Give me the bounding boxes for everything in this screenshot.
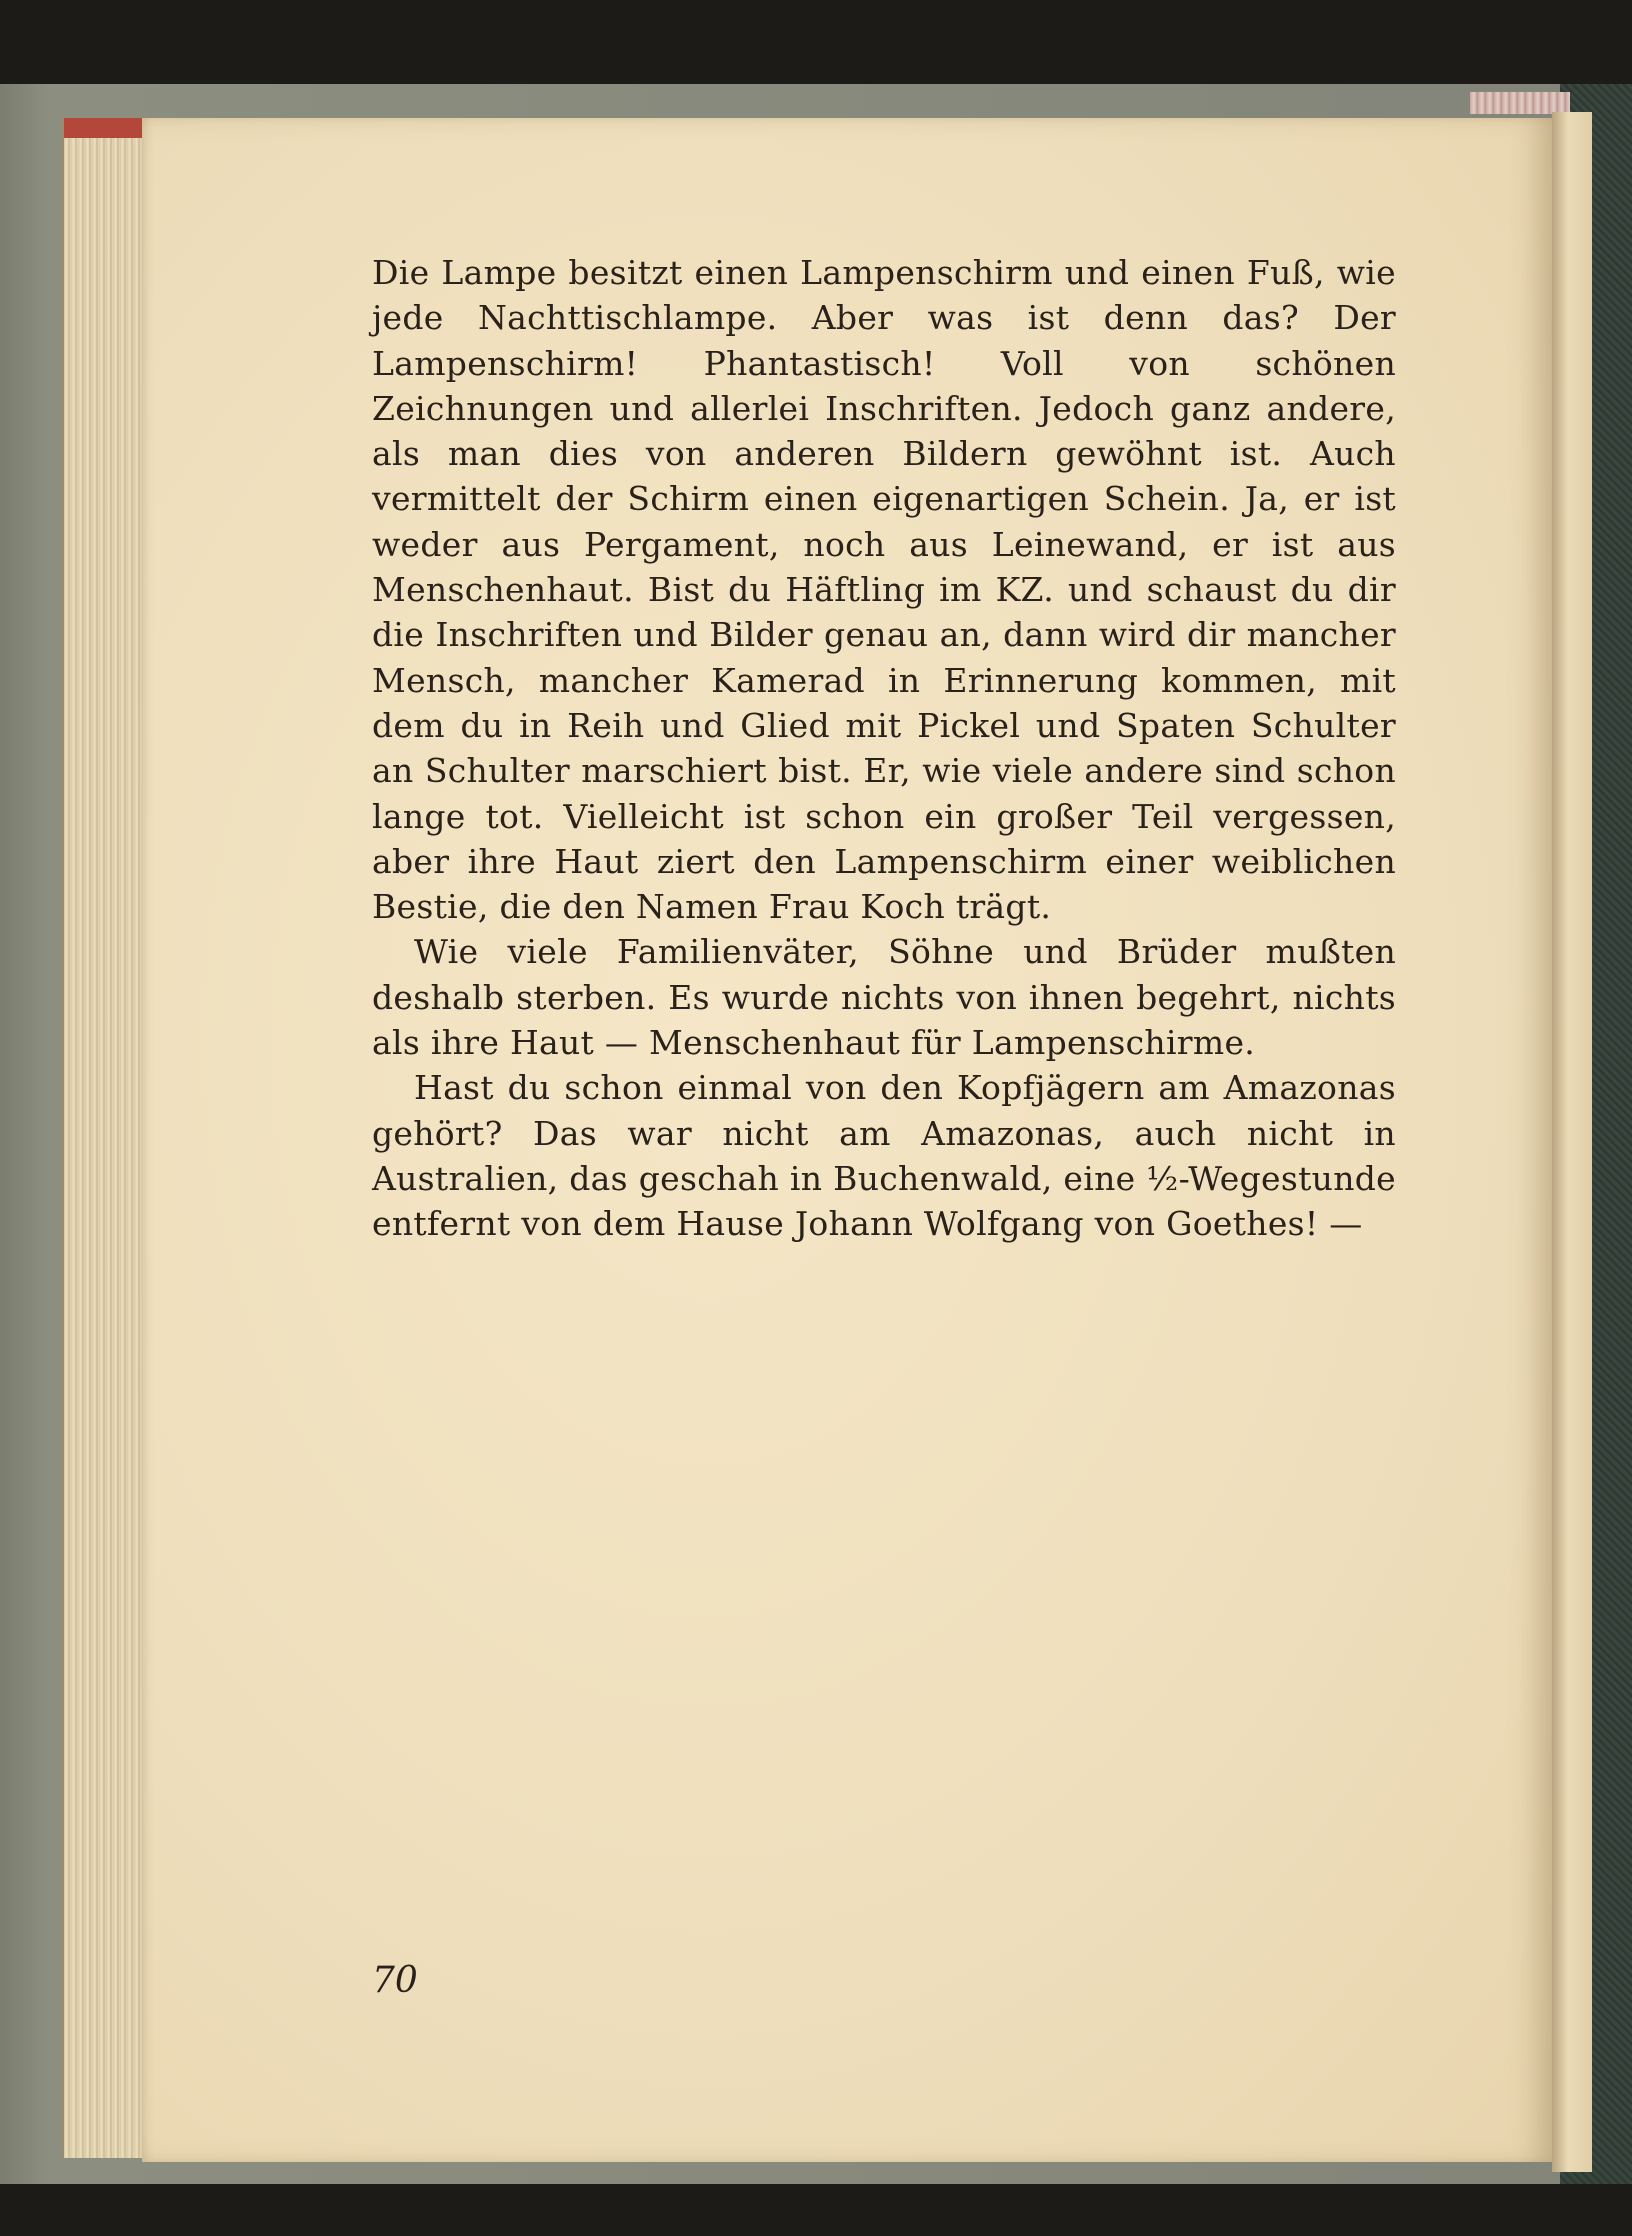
- red-page-edge: [64, 118, 154, 138]
- paragraph-2: Wie viele Familienväter, Söhne und Brüder mußten deshalb sterben. Es wurde nichts von ihnen begehrt, nichts als ihre Haut — Menschenhaut für Lampenschirme.: [372, 932, 1396, 1063]
- paragraph-3: Hast du schon einmal von den Kopfjägern am Amazonas gehört? Das war nicht am Amazonas, auch nicht in Australien, das geschah in Buchenwald, eine ½-Wegestunde entfernt von dem Hause Johann Wolfgang von Goethes! —: [372, 1068, 1396, 1244]
- headband: [1470, 92, 1570, 114]
- page-edges: [62, 118, 154, 2158]
- page-number: 70: [372, 1960, 418, 2001]
- facing-page-edge: [1552, 112, 1592, 2172]
- page-text: [372, 250, 1396, 1247]
- paragraph-1: Die Lampe besitzt einen Lampenschirm und einen Fuß, wie jede Nachttischlampe. Aber was ist denn das? Der Lampenschirm! Phantastisch! Voll von schönen Zeichnungen und allerlei Inschriften. Jedoch ganz andere, als man dies von anderen Bildern gewöhnt ist. Auch vermittelt der Schirm einen eigenartigen Schein. Ja, er ist weder aus Pergament, noch aus Leinewand, er ist aus Menschenhaut. Bist du Häftling im KZ. und schaust du dir die Inschriften und Bilder genau an, dann wird dir mancher Mensch, mancher Kamerad in Erinnerung kommen, mit dem du in Reih und Glied mit Pickel und Spaten Schulter an Schulter marschiert bist. Er, wie viele andere sind schon lange tot. Vielleicht ist schon ein großer Teil vergessen, aber ihre Haut ziert den Lampenschirm einer weiblichen Bestie, die den Namen Frau Koch trägt.: [372, 253, 1396, 927]
